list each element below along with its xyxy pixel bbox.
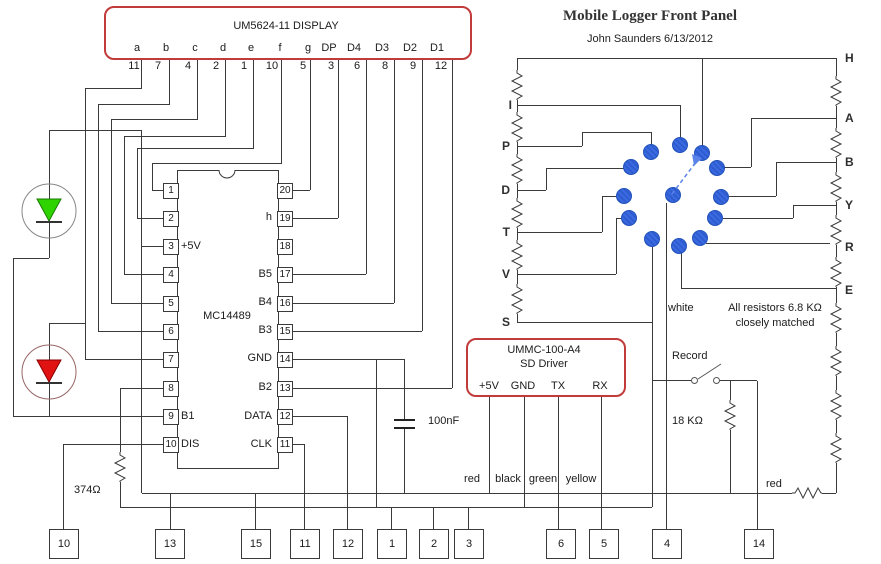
wire — [757, 381, 758, 529]
display-pin-number: 1 — [240, 60, 248, 72]
resistor — [511, 240, 523, 270]
tap-label-Y: Y — [845, 198, 854, 212]
display-pin-number: 11 — [128, 60, 140, 72]
rotary-contact — [671, 238, 687, 254]
wire — [730, 381, 731, 493]
wire — [13, 258, 49, 259]
wire — [63, 444, 64, 529]
wire — [517, 322, 652, 323]
display-pin-number: 4 — [184, 60, 192, 72]
wire — [291, 416, 347, 417]
wire — [291, 274, 366, 275]
rotary-contact — [644, 231, 660, 247]
resistor — [830, 257, 842, 287]
wire — [291, 190, 310, 191]
tap-label-T: T — [502, 225, 510, 239]
sd-driver-type: SD Driver — [520, 358, 568, 370]
wire — [291, 331, 422, 332]
wire — [152, 163, 282, 164]
wire — [152, 190, 163, 191]
chip-pin: 17 — [277, 267, 293, 283]
wire — [517, 105, 680, 106]
wire — [776, 162, 777, 196]
chip-pin-label: +5V — [181, 240, 201, 252]
connector-pin-box: 4 — [652, 529, 682, 559]
page-title: Mobile Logger Front Panel — [562, 8, 737, 24]
connector-pin-box: 6 — [546, 529, 576, 559]
wire-color-label: red — [464, 473, 480, 485]
rotary-contact — [623, 159, 639, 175]
capacitor-label: 100nF — [428, 415, 460, 427]
wire-color-label: green — [528, 473, 558, 485]
wire — [517, 58, 837, 59]
wire — [98, 104, 99, 332]
chip-name: MC14489 — [203, 310, 251, 322]
connector-pin-box: 13 — [155, 529, 185, 559]
wire — [291, 303, 394, 304]
wire — [404, 429, 405, 493]
wire-color-label: yellow — [565, 473, 597, 485]
tap-label-A: A — [845, 111, 854, 125]
chip-pin: 20 — [277, 183, 293, 199]
chip-pin: 4 — [163, 267, 179, 283]
red-led — [21, 344, 77, 400]
wire — [602, 196, 617, 197]
wire — [546, 168, 624, 169]
wire — [422, 58, 423, 331]
connector-pin-box: 12 — [333, 529, 363, 559]
display-pin-number: 12 — [434, 60, 448, 72]
tap-label-B: B — [845, 155, 854, 169]
chip-pin-label: B3 — [258, 324, 272, 336]
wire — [776, 162, 836, 163]
connector-pin-box: 1 — [377, 529, 407, 559]
page-subtitle: John Saunders 6/13/2012 — [587, 33, 713, 45]
resistor — [830, 172, 842, 202]
tap-label-E: E — [845, 283, 854, 297]
resistor — [830, 346, 842, 376]
wire — [366, 58, 367, 274]
wire — [680, 105, 681, 137]
wire — [558, 395, 559, 529]
connector-pin-box: 3 — [454, 529, 484, 559]
display-seg-label: d — [219, 42, 227, 54]
wire — [652, 247, 653, 507]
wire — [546, 168, 547, 190]
wire — [85, 88, 86, 360]
rotary-contact — [643, 144, 659, 160]
connector-pin-box: 10 — [49, 529, 79, 559]
chip-pin: 8 — [163, 381, 179, 397]
wire — [291, 359, 404, 360]
chip-pin: 6 — [163, 324, 179, 340]
chip-pin-label: B1 — [181, 410, 195, 422]
wire — [49, 130, 141, 131]
resistor-note-line1: All resistors 6.8 KΩ — [728, 302, 822, 314]
wire — [281, 58, 282, 163]
sd-pin-label: TX — [550, 380, 566, 392]
wire — [63, 444, 163, 445]
capacitor-plate — [394, 427, 415, 429]
wire — [124, 136, 226, 137]
wire-bus — [142, 493, 836, 494]
chip-pin: 10 — [163, 437, 179, 453]
wire — [582, 132, 583, 146]
wire — [723, 218, 793, 219]
wire — [98, 331, 163, 332]
rotary-contact — [709, 160, 725, 176]
chip-pin-label: CLK — [250, 438, 272, 450]
wire — [85, 88, 142, 89]
chip-pin: 5 — [163, 296, 179, 312]
wire — [724, 167, 751, 168]
display-pin-number: 3 — [327, 60, 335, 72]
wire — [394, 58, 395, 303]
display-seg-label: D3 — [374, 42, 390, 54]
resistor — [830, 76, 842, 106]
display-seg-label: f — [278, 42, 282, 54]
connector-pin-box: 5 — [589, 529, 619, 559]
wire — [793, 205, 794, 218]
wire — [291, 218, 338, 219]
rotary-contact — [713, 189, 729, 205]
wire — [391, 507, 392, 529]
tap-label-R: R — [845, 240, 854, 254]
wire — [347, 416, 348, 529]
wire — [376, 359, 377, 507]
connector-pin-box: 15 — [241, 529, 271, 559]
display-seg-label: e — [247, 42, 255, 54]
rotary-contact — [707, 210, 723, 226]
display-seg-label: DP — [321, 42, 337, 54]
wire — [433, 507, 434, 529]
chip-pin: 15 — [277, 324, 293, 340]
chip-pin-label: B4 — [258, 296, 272, 308]
display-seg-label: D4 — [346, 42, 362, 54]
chip-pin-label: DIS — [181, 438, 200, 450]
resistor-red — [792, 487, 822, 499]
sd-pin-label: GND — [510, 380, 536, 392]
wire — [111, 303, 163, 304]
tap-label-I: I — [508, 98, 512, 112]
wire — [681, 253, 682, 288]
resistor — [511, 284, 523, 314]
display-pin-number: 9 — [409, 60, 417, 72]
wire — [304, 444, 305, 529]
chip-pin: 11 — [277, 437, 293, 453]
red-wire-label: red — [766, 478, 782, 490]
chip-notch — [219, 169, 235, 178]
resistor — [511, 70, 523, 100]
chip-pin-label: GND — [247, 352, 272, 364]
wire — [98, 104, 170, 105]
resistor-18k-label: 18 KΩ — [672, 415, 703, 427]
wire — [310, 58, 311, 190]
resistor-374 — [114, 452, 126, 482]
wire — [141, 246, 163, 247]
wire — [706, 243, 836, 244]
wire — [616, 218, 617, 274]
wire — [582, 132, 651, 133]
chip-pin: 7 — [163, 352, 179, 368]
wire — [681, 288, 836, 289]
chip-pin: 3 — [163, 239, 179, 255]
capacitor-plate — [394, 419, 415, 421]
tap-label-D: D — [501, 183, 510, 197]
chip-pin: 16 — [277, 296, 293, 312]
wire — [85, 359, 163, 360]
wire — [702, 58, 703, 145]
connector-pin-box: 2 — [419, 529, 449, 559]
wire — [602, 196, 603, 232]
wire — [137, 148, 138, 219]
chip-pin-label: DATA — [244, 410, 272, 422]
tap-label-H: H — [845, 51, 854, 65]
wire — [13, 416, 163, 417]
display-seg-label: c — [192, 42, 198, 54]
chip-pin-label: B5 — [258, 268, 272, 280]
resistor — [511, 154, 523, 184]
wire — [120, 388, 121, 507]
wire — [720, 380, 757, 381]
wire — [169, 58, 170, 104]
connector-pin-box: 14 — [744, 529, 774, 559]
chip-pin: 2 — [163, 211, 179, 227]
display-seg-label: b — [162, 42, 170, 54]
resistor — [511, 112, 523, 142]
wire — [120, 388, 163, 389]
wire — [124, 136, 125, 275]
wire — [170, 493, 171, 529]
wire — [137, 148, 254, 149]
rotary-contact — [616, 188, 632, 204]
display-seg-label: a — [133, 42, 141, 54]
resistor — [830, 128, 842, 158]
wire — [111, 119, 112, 304]
resistor — [830, 390, 842, 420]
rotary-contact — [621, 210, 637, 226]
resistor-374-label: 374Ω — [74, 484, 101, 496]
green-led — [21, 183, 77, 239]
chip-pin: 12 — [277, 409, 293, 425]
wire — [124, 274, 163, 275]
wire — [751, 118, 752, 167]
display-pin-number: 5 — [299, 60, 307, 72]
wire — [338, 58, 339, 218]
chip-pin: 9 — [163, 409, 179, 425]
switch-blade — [694, 360, 724, 382]
sd-driver-name: UMMC-100-A4 — [507, 344, 581, 356]
connector-pin-box: 11 — [290, 529, 320, 559]
wire — [652, 380, 691, 381]
chip-pin: 18 — [277, 239, 293, 255]
wire — [489, 395, 490, 493]
chip-pin: 19 — [277, 211, 293, 227]
resistor-18k — [724, 400, 736, 430]
sd-pin-label: RX — [592, 380, 608, 392]
chip-pin: 14 — [277, 352, 293, 368]
wire — [468, 507, 469, 529]
tap-label-S: S — [501, 315, 510, 329]
resistor-note-line2: closely matched — [735, 317, 815, 329]
wire-color-label: black — [495, 473, 521, 485]
wire — [452, 58, 453, 388]
display-pin-number: 10 — [265, 60, 279, 72]
wire — [291, 388, 452, 389]
display-title: UM5624-11 DISPLAY — [233, 20, 339, 32]
display-pin-number: 2 — [212, 60, 220, 72]
wire — [13, 258, 14, 416]
wire — [793, 205, 836, 206]
wire — [751, 118, 836, 119]
rotary-contact — [692, 230, 708, 246]
display-pin-number: 7 — [154, 60, 162, 72]
tap-label-P: P — [501, 139, 510, 153]
wire — [404, 359, 405, 419]
wire — [111, 119, 198, 120]
resistor — [830, 433, 842, 463]
chip-pin: 1 — [163, 183, 179, 199]
chip-pin: 13 — [277, 381, 293, 397]
display-pin-number: 6 — [353, 60, 361, 72]
resistor — [511, 198, 523, 228]
display-seg-label: D1 — [429, 42, 445, 54]
wire — [666, 203, 667, 529]
rotary-wiper-arrow — [664, 150, 708, 198]
wire — [517, 274, 616, 275]
wire — [524, 395, 525, 507]
wire — [601, 395, 602, 529]
wire — [517, 190, 546, 191]
wire — [152, 163, 153, 191]
wire-bus — [120, 507, 652, 508]
wire — [255, 493, 256, 529]
wire — [517, 146, 582, 147]
resistor — [830, 215, 842, 245]
display-pin-number: 8 — [381, 60, 389, 72]
wire — [517, 232, 602, 233]
white-wire-label: white — [668, 302, 694, 314]
sd-pin-label: +5V — [479, 380, 499, 392]
wire — [729, 196, 776, 197]
wire — [141, 130, 142, 493]
wire — [49, 323, 85, 324]
chip-pin-label: B2 — [258, 381, 272, 393]
display-seg-label: g — [304, 42, 312, 54]
tap-label-V: V — [501, 267, 510, 281]
display-seg-label: D2 — [402, 42, 418, 54]
chip-pin-label: h — [265, 211, 272, 223]
record-label: Record — [672, 350, 708, 362]
